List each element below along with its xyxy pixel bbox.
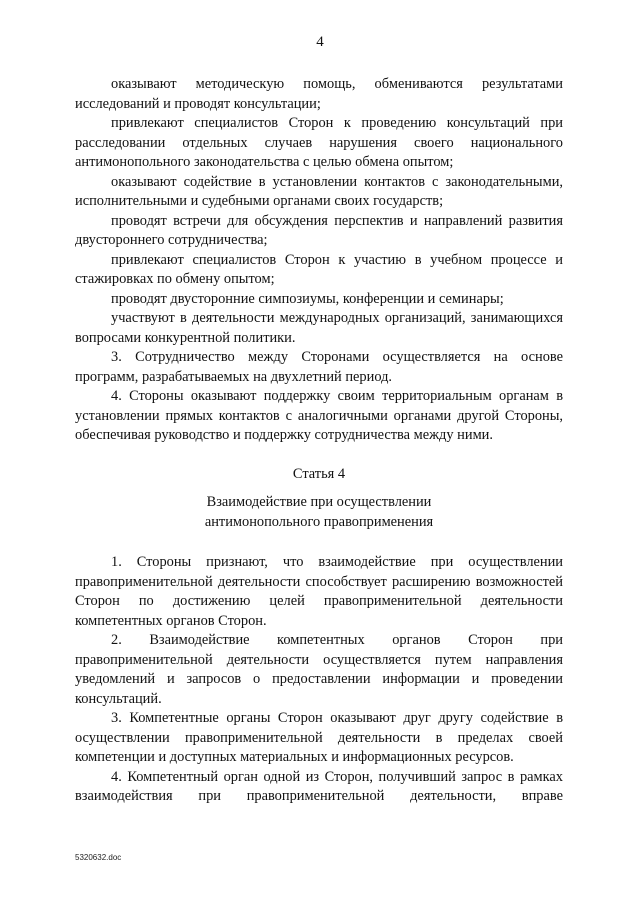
page-number: 4 <box>316 34 324 50</box>
footer-filename: 5320632.doc <box>75 853 122 862</box>
article-heading-line-1: Взаимодействие при осуществлении <box>206 494 432 510</box>
paragraph: привлекают специалистов Сторон к проведению консультаций при расследовании отдельных случаев нарушения своего национального антимонопольного законодательства с целью обмена опытом; <box>75 115 563 170</box>
paragraph: 4. Стороны оказывают поддержку своим территориальным органам в установлении прямых контактов с аналогичными органами другой Стороны, обеспечивая руководство и поддержку сотрудничества между ними. <box>75 388 563 443</box>
document-body <box>75 75 563 807</box>
paragraph: проводят встречи для обсуждения перспектив и направлений развития двустороннего сотрудничества; <box>75 212 563 248</box>
paragraph: 3. Компетентные органы Сторон оказывают друг другу содействие в осуществлении правоприменительной деятельности в пределах своей компетенции и доступных материальных и информационных ресурсов. <box>75 710 563 765</box>
paragraph: привлекают специалистов Сторон к участию в учебном процессе и стажировках по обмену опытом; <box>75 251 563 287</box>
paragraph: 2. Взаимодействие компетентных органов Сторон при правоприменительной деятельности осуществляется путем направления уведомлений и запросов о предоставлении информации и проведении консультаций. <box>75 632 563 707</box>
article-heading <box>75 493 563 532</box>
article-title: Статья 4 <box>292 465 346 482</box>
paragraph: оказывают содействие в установлении контактов с законодательными, исполнительными и судебными органами своих государств; <box>75 173 563 209</box>
article-heading-line-2: антимонопольного правоприменения <box>204 513 434 530</box>
paragraph: участвуют в деятельности международных организаций, занимающихся вопросами конкурентной политики. <box>75 310 563 346</box>
paragraph: 4. Компетентный орган одной из Сторон, получивший запрос в рамках взаимодействия при правоприменительной деятельности, вправе <box>75 768 563 804</box>
paragraph: проводят двусторонние симпозиумы, конференции и семинары; <box>111 290 504 307</box>
paragraph: 1. Стороны признают, что взаимодействие при осуществлении правоприменительной деятельности способствует расширению возможностей Сторон по достижению целей правоприменительной деятельности компетентных органов Сторон. <box>75 554 563 629</box>
paragraph: 3. Сотрудничество между Сторонами осуществляется на основе программ, разрабатываемых на двухлетний период. <box>75 349 563 385</box>
spacer <box>75 532 563 553</box>
paragraph: оказывают методическую помощь, обмениваются результатами исследований и проводят консультации; <box>75 76 563 112</box>
